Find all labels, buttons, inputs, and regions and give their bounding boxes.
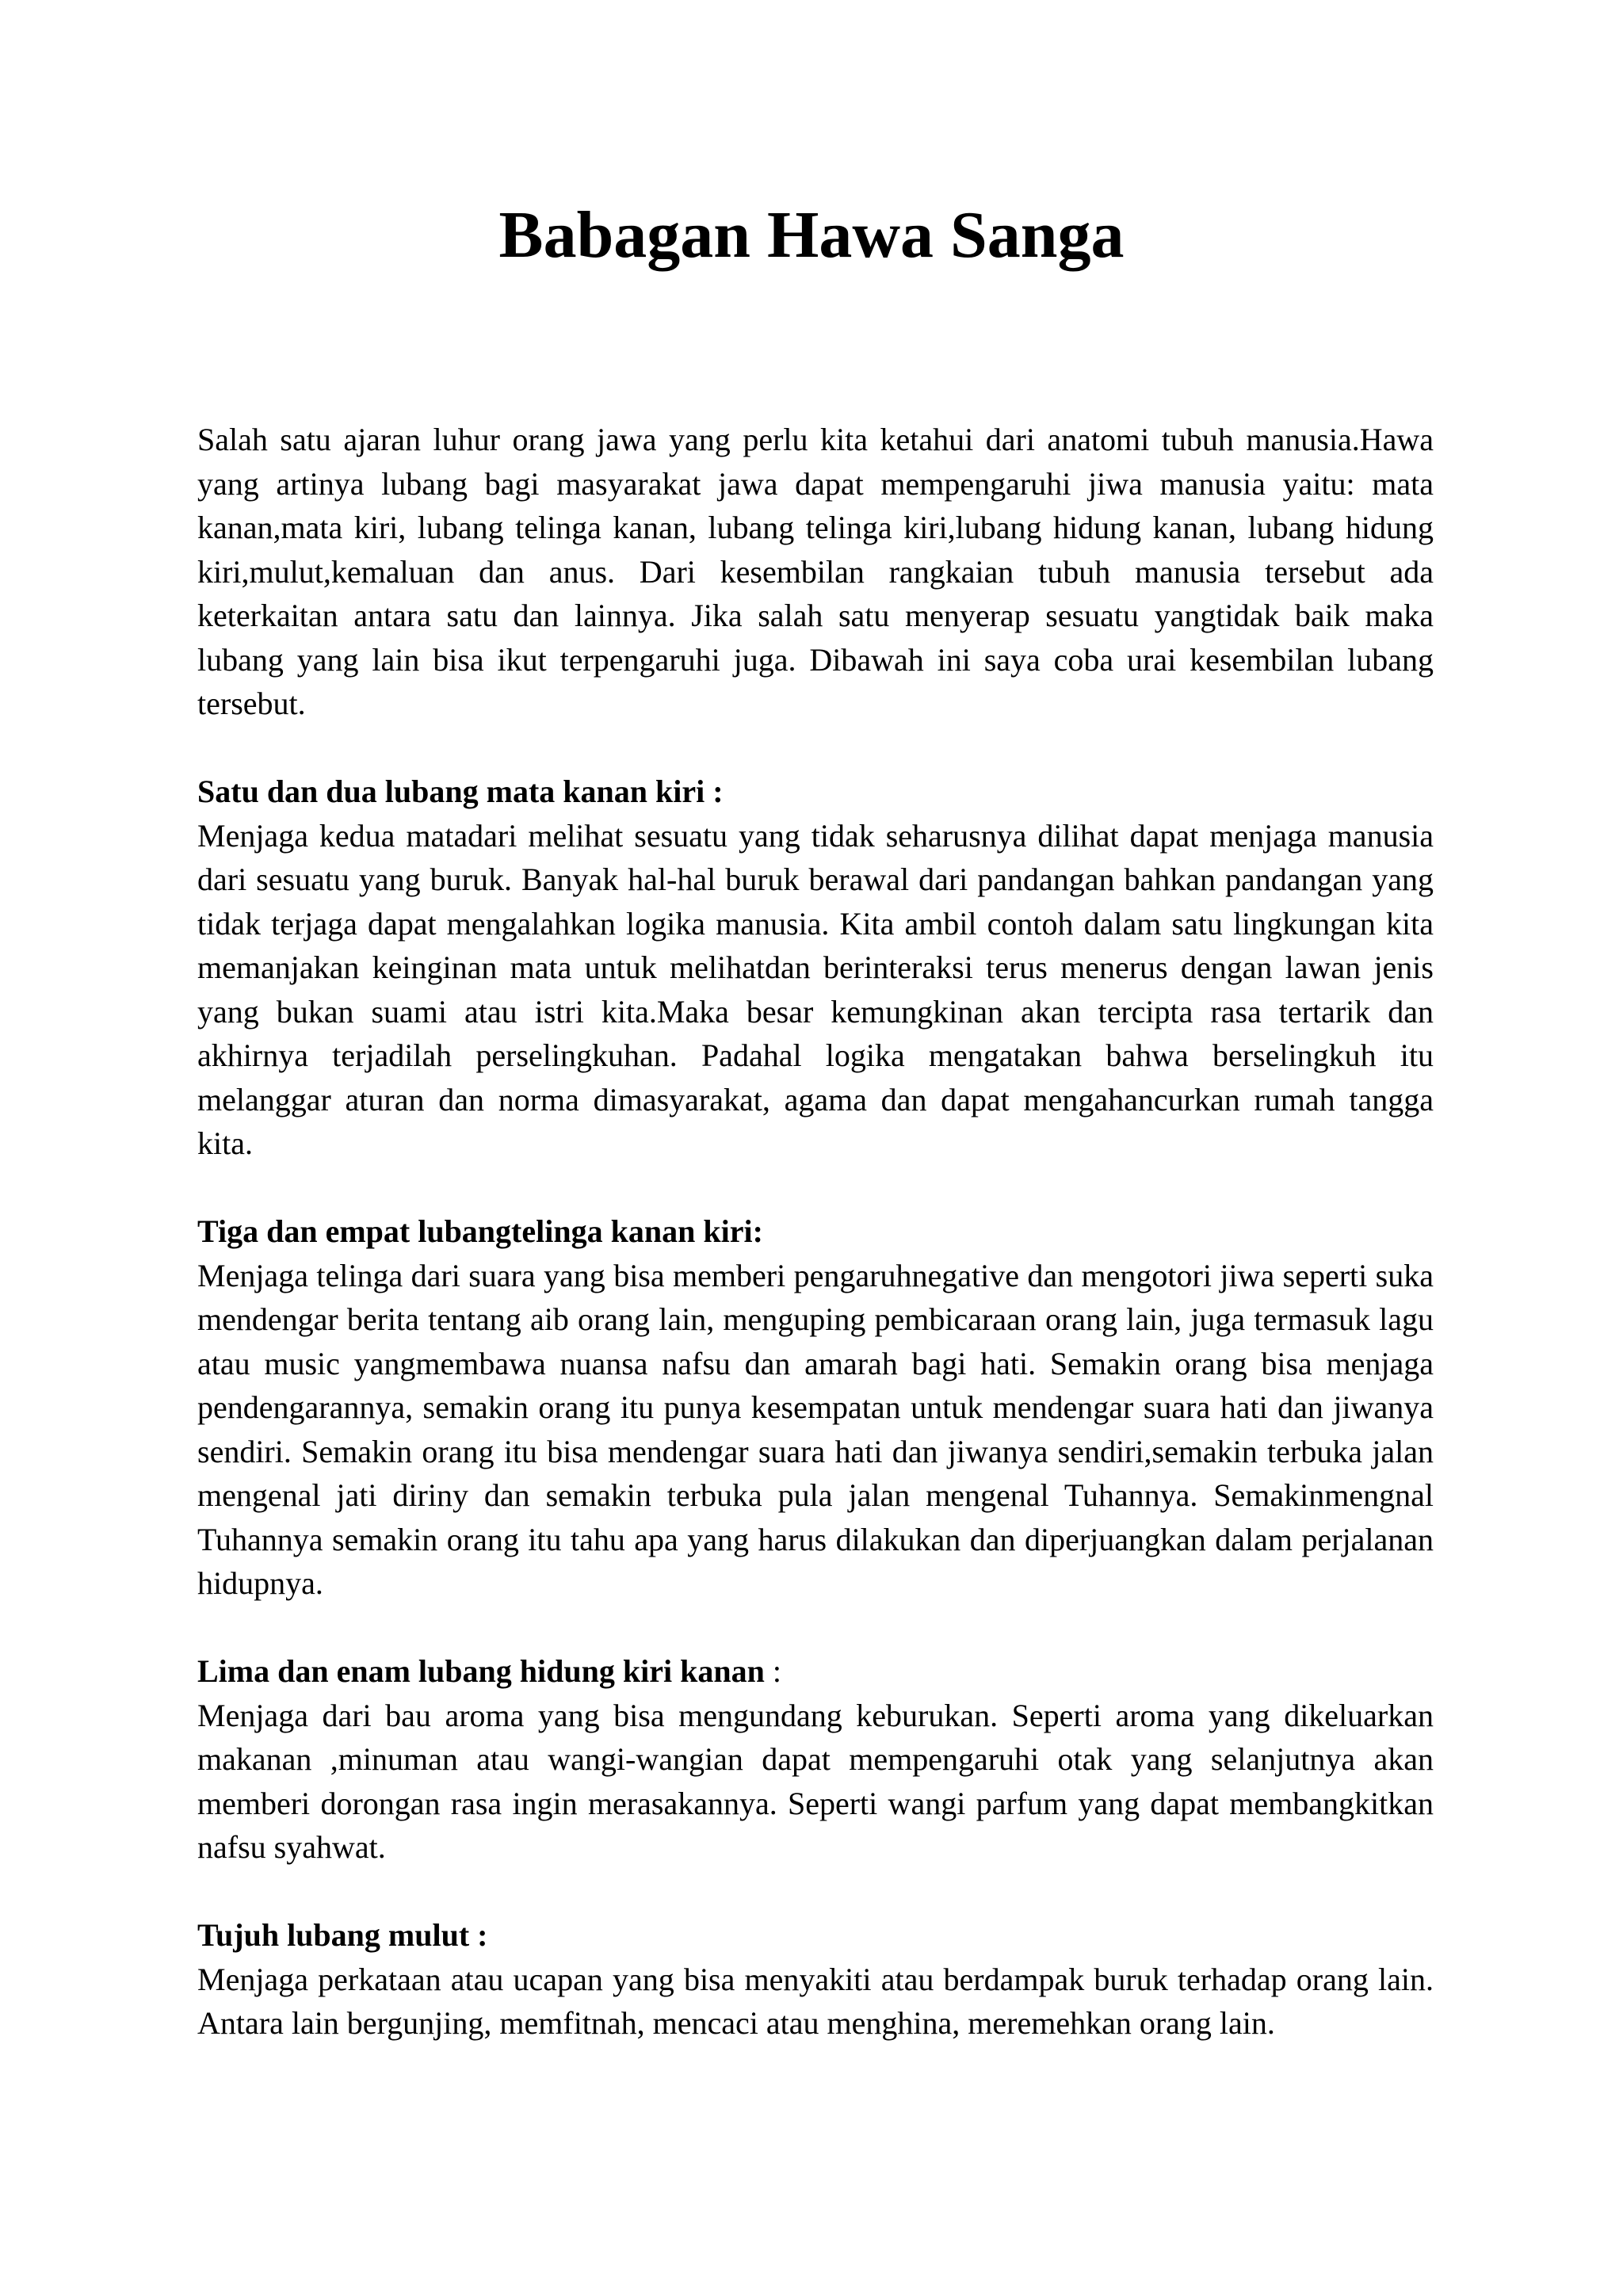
section-text-mata: Menjaga kedua matadari melihat sesuatu yang tidak seharusnya dilihat dapat menjaga manusia dari sesuatu yang buruk. Banyak hal-hal buruk berawal dari pandangan bahkan pandangan yang tidak terjaga dapat mengalahkan logika manusia. Kita ambil contoh dalam satu lingkungan kita memanjakan keinginan mata untuk melihatdan berinteraksi terus menerus dengan lawan jenis yang bukan suami atau istri kita.Maka besar kemungkinan akan tercipta rasa tertarik dan akhirnya terjadilah perselingkuhan. Padahal logika mengatakan bahwa berselingkuh itu melanggar aturan dan norma dimasyarakat, agama dan dapat mengahancurkan rumah tangga kita. bbox=[197, 817, 1434, 1161]
section-heading-mulut bbox=[197, 1913, 1434, 1958]
section-heading-text: Lima dan enam lubang hidung kiri kanan bbox=[197, 1653, 765, 1689]
document-body bbox=[197, 418, 1434, 2046]
section-text-mulut: Menjaga perkataan atau ucapan yang bisa menyakiti atau berdampak buruk terhadap orang lain. Antara lain bergunjing, memfitnah, mencaci atau menghina, meremehkan orang lain. bbox=[197, 1961, 1434, 2041]
section-heading-suffix: : bbox=[764, 1653, 781, 1689]
page-title: Babagan Hawa Sanga bbox=[498, 198, 1125, 272]
section-heading-mata bbox=[197, 770, 1434, 814]
paragraph-spacer bbox=[197, 1166, 1434, 1210]
paragraph-spacer bbox=[197, 1870, 1434, 1914]
paragraph-spacer bbox=[197, 726, 1434, 770]
section-text-telinga: Menjaga telinga dari suara yang bisa memberi pengaruhnegative dan mengotori jiwa seperti suka mendengar berita tentang aib orang lain, menguping pembicaraan orang lain, juga termasuk lagu atau music yangmembawa nuansa nafsu dan amarah bagi hati. Semakin orang bisa menjaga pendengarannya, semakin orang itu punya kesempatan untuk mendengar suara hati dan jiwanya sendiri. Semakin orang itu bisa mendengar suara hati dan jiwanya sendiri,semakin terbuka jalan mengenal jati diriny dan semakin terbuka pula jalan mengenal Tuhannya. Semakinmengnal Tuhannya semakin orang itu tahu apa yang harus dilakukan dan diperjuangkan dalam perjalanan hidupnya. bbox=[197, 1257, 1434, 1601]
paragraph-spacer bbox=[197, 1606, 1434, 1650]
section-heading-telinga bbox=[197, 1209, 1434, 1254]
section-heading-hidung bbox=[197, 1649, 1434, 1694]
section-heading-text: Satu dan dua lubang mata kanan kiri : bbox=[197, 774, 724, 809]
section-heading-text: Tujuh lubang mulut : bbox=[197, 1917, 488, 1953]
intro-paragraph: Salah satu ajaran luhur orang jawa yang perlu kita ketahui dari anatomi tubuh manusia.Hawa yang artinya lubang bagi masyarakat jawa dapat mempengaruhi jiwa manusia yaitu: mata kanan,mata kiri, lubang telinga kanan, lubang telinga kiri,lubang hidung kanan, lubang hidung kiri,mulut,kemaluan dan anus. Dari kesembilan rangkaian tubuh manusia tersebut ada keterkaitan antara satu dan lainnya. Jika salah satu menyerap sesuatu yangtidak baik maka lubang yang lain bisa ikut terpengaruhi juga. Dibawah ini saya coba urai kesembilan lubang tersebut. bbox=[197, 422, 1434, 721]
section-text-hidung: Menjaga dari bau aroma yang bisa mengundang keburukan. Seperti aroma yang dikeluarkan makanan ,minuman atau wangi-wangian dapat mempengaruhi otak yang selanjutnya akan memberi dorongan rasa ingin merasakannya. Seperti wangi parfum yang dapat membangkitkan nafsu syahwat. bbox=[197, 1697, 1434, 1865]
section-heading-text: Tiga dan empat lubangtelinga kanan kiri: bbox=[197, 1213, 763, 1249]
